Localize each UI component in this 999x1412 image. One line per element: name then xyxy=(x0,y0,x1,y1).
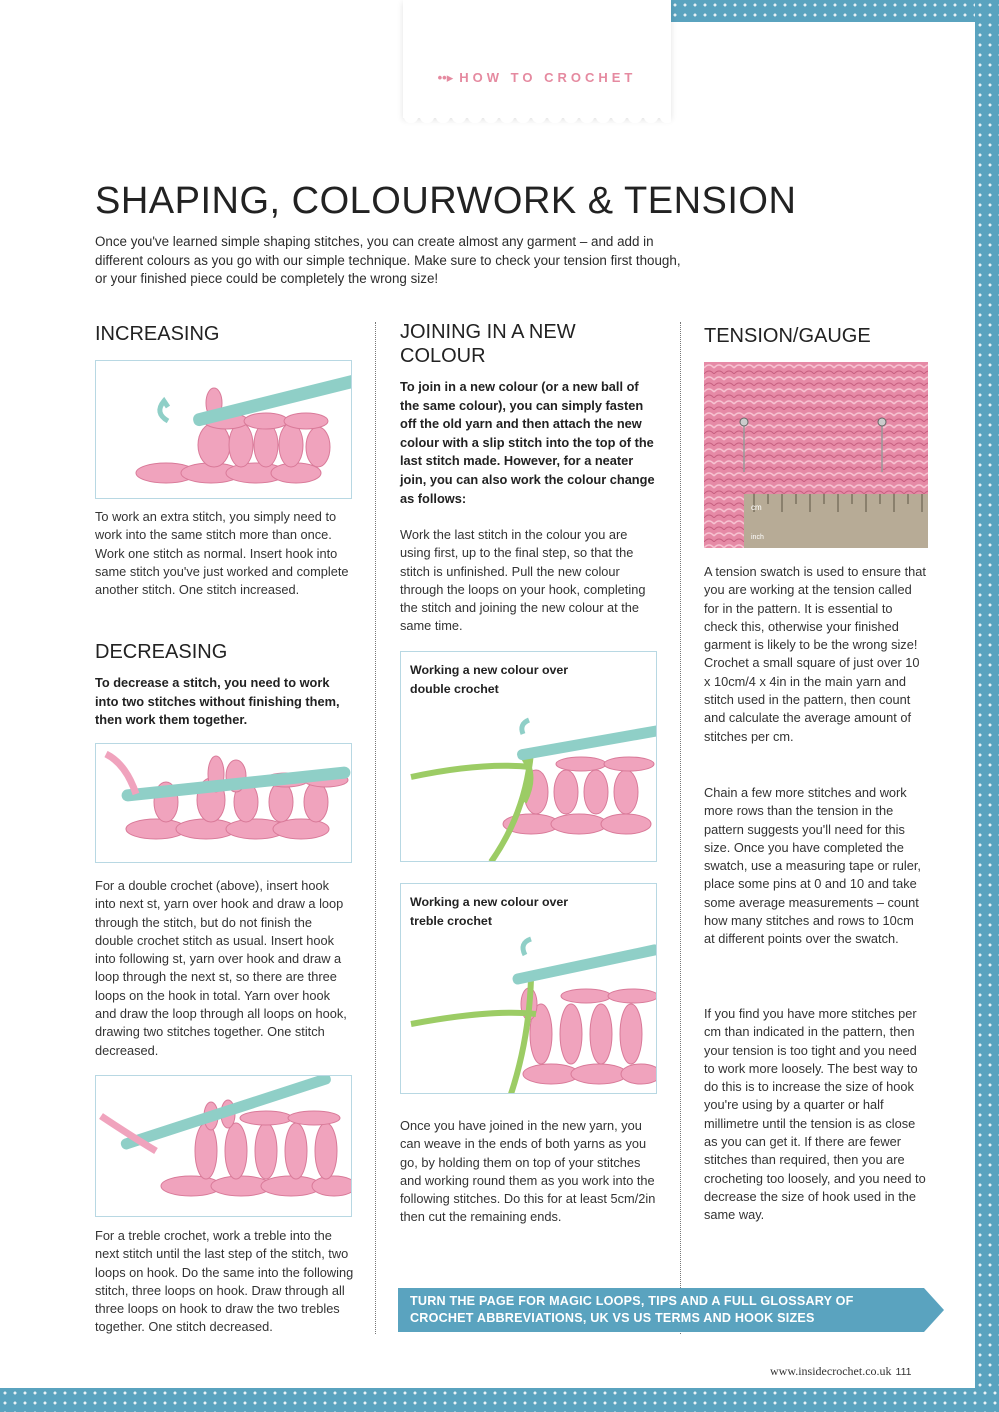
section-label: ••▸ HOW TO CROCHET xyxy=(437,70,637,85)
decrease-treble-illustration xyxy=(95,1075,352,1217)
decreasing-lead: To decrease a stitch, you need to work into two stitches without finishing them, then work them together. xyxy=(95,675,340,728)
figure-caption: Working a new colour over treble crochet xyxy=(410,895,569,928)
decrease-double-illustration xyxy=(95,743,352,863)
joining-heading: JOINING IN A NEW COLOUR xyxy=(400,321,576,367)
banner-text: TURN THE PAGE FOR MAGIC LOOPS, TIPS AND A FULL GLOSSARY OF CROCHET ABBREVIATIONS, UK VS US TERMS AND HOOK SIZES xyxy=(410,1294,854,1325)
banner-arrow-icon xyxy=(924,1288,944,1332)
tension-swatch-photo xyxy=(704,362,928,548)
page-footer xyxy=(770,1364,912,1379)
dotted-border-bottom xyxy=(0,1388,999,1412)
decreasing-heading: DECREASING xyxy=(95,641,228,663)
tension-text-1: A tension swatch is used to ensure that you are working at the tension called for in the pattern. It is essential to check this, otherwise your finished garment is likely to be the wrong size! Crochet a small square of just over 10 x 10cm/4 x 4in in the main yarn and stitch used in the pattern, then count and calculate the average amount of stitches per cm. xyxy=(704,564,926,744)
joining-text-2: Once you have joined in the new yarn, you can weave in the ends of both yarns as you go, by holding them on top of your stitches and working round them as you work into the following stitches. Do this for at least 5cm/2in then cut the remaining ends. xyxy=(400,1118,656,1225)
new-colour-treble-illustration xyxy=(400,883,657,1094)
increasing-text: To work an extra stitch, you simply need to work into the same stitch more than once. Work one stitch as normal. Insert hook into same stitch you've just worked and complete another stitch. One stitch increased. xyxy=(95,509,349,598)
new-colour-double-illustration xyxy=(400,651,657,862)
page-title: SHAPING, COLOURWORK & TENSION xyxy=(95,180,797,222)
figure-caption: Working a new colour over double crochet xyxy=(410,663,569,696)
column-divider xyxy=(680,322,681,1334)
ruler-cm-label: cm xyxy=(751,503,762,512)
section-ribbon xyxy=(403,0,671,118)
tension-text-3: If you find you have more stitches per cm than indicated in the pattern, then your tension is too tight and you need to work more loosely. The best way to do this is to increase the size of hook you're using by a quarter or half millimetre until the tension is as close as you can get it. If there are fewer stitches than required, then you are crocheting too loosely, and you need to decrease the size of hook used in the same way. xyxy=(704,1006,926,1223)
intro-text: Once you've learned simple shaping stitches, you can create almost any garment – and add in different colours as you go with our simple technique. Make sure to check your tension first though, or your finished piece could be completely the wrong size! xyxy=(95,234,681,286)
arrow-icon: ••▸ xyxy=(437,70,454,85)
double-decrease-text: For a double crochet (above), insert hook into next st, yarn over hook and draw a loop through the stitch, but do not finish the double crochet stitch as usual. Insert hook into following st, yarn over hook and draw a loop through the next st, so there are three loops on the hook in total. Yarn over hook and draw the loop through all loops on hook, drawing two stitches together. One stitch decreased. xyxy=(95,878,347,1058)
tension-heading: TENSION/GAUGE xyxy=(704,325,871,347)
ruler-inch-label: inch xyxy=(751,534,764,541)
joining-lead: To join in a new colour (or a new ball of the same colour), you can simply fasten off the old yarn and then attach the new colour with a slip stitch into the top of the last stitch made. However, for a neater join, you can also work the colour change as follows: xyxy=(400,379,655,506)
next-page-banner xyxy=(398,1288,924,1332)
increasing-illustration xyxy=(95,360,352,499)
column-divider xyxy=(375,322,376,1334)
joining-text-1: Work the last stitch in the colour you are using first, up to the final step, so that the stitch is unfinished. Pull the new colour through the loops on your hook, completing the stitch and joining the new colour at the same time. xyxy=(400,527,646,634)
page-number: 111 xyxy=(895,1366,912,1378)
treble-decrease-text: For a treble crochet, work a treble into the next stitch until the last step of the stitch, two loops on hook. Do the same into the following stitch, three loops on hook. Draw through all three loops on hook to draw the two trebles together. One stitch decreased. xyxy=(95,1228,354,1335)
footer-url: www.insidecrochet.co.uk xyxy=(770,1364,892,1378)
tension-text-2: Chain a few more stitches and work more rows than the tension in the pattern suggests you'll need for this size. Once you have completed the swatch, use a measuring tape or ruler, place some pins at 0 and 10 and take some average measurements – count how many stitches and rows to 10cm at different points over the swatch. xyxy=(704,785,921,947)
increasing-heading: INCREASING xyxy=(95,323,220,345)
dotted-border-top xyxy=(670,0,999,22)
scallop-edge xyxy=(403,116,671,126)
dotted-border-right xyxy=(975,0,999,1412)
